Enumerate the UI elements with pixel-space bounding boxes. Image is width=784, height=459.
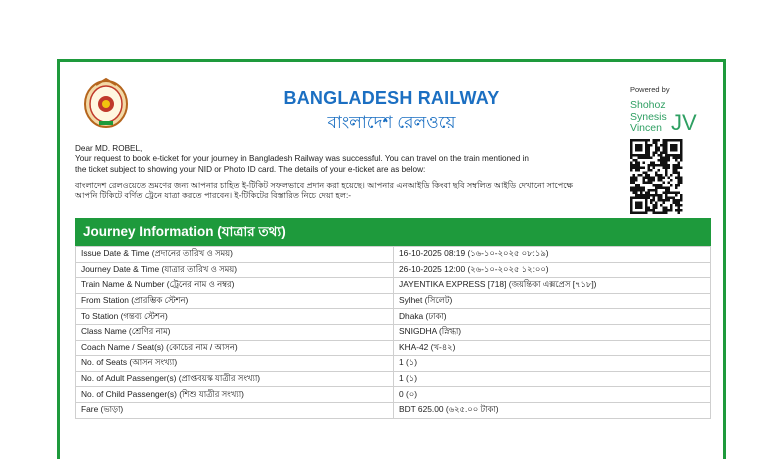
row-label: Coach Name / Seat(s) (কোচের নাম / আসন) [76, 340, 394, 356]
row-label: To Station (গন্তব্য স্টেশন) [76, 309, 394, 325]
table-row [76, 387, 711, 403]
table-row [76, 293, 711, 309]
journey-table [75, 246, 711, 419]
row-label: From Station (প্রারম্ভিক স্টেশন) [76, 293, 394, 309]
table-row [76, 324, 711, 340]
row-label: No. of Child Passenger(s) (শিশু যাত্রীর সংখ্যা) [76, 387, 394, 403]
table-row [76, 262, 711, 278]
row-value: 0 (০) [394, 387, 711, 403]
partner-name: Vincen [630, 122, 662, 134]
row-value: 1 (১) [394, 356, 711, 372]
page-title-bangla: বাংলাদেশ রেলওয়ে [327, 113, 456, 132]
row-value: JAYENTIKA EXPRESS [718] (জয়ন্তিকা এক্সপ্রেস [৭১৮]) [394, 278, 711, 294]
row-label: No. of Adult Passenger(s) (প্রাপ্তবয়স্ক যাত্রীর সংখ্যা) [76, 371, 394, 387]
row-value: Sylhet (সিলেট) [394, 293, 711, 309]
table-row [76, 371, 711, 387]
page-title: BANGLADESH RAILWAY [283, 88, 500, 108]
table-row [76, 356, 711, 372]
e-ticket [57, 59, 726, 459]
ticket-letter [75, 144, 627, 201]
letter-line: the ticket subject to showing your NID or Photo ID card. The details of your e-ticket are as below: [75, 164, 426, 174]
table-row [76, 309, 711, 325]
row-label: Fare (ভাড়া) [76, 402, 394, 418]
row-value: KHA-42 (খ-৪২) [394, 340, 711, 356]
row-label: Class Name (শ্রেণির নাম) [76, 324, 394, 340]
table-row [76, 402, 711, 418]
partner-brand [630, 100, 667, 135]
greeting: Dear MD. ROBEL, [75, 144, 143, 153]
letter-line: Your request to book e-ticket for your journey in Bangladesh Railway was successful. You can travel on the train mentioned in [75, 154, 529, 164]
section-heading: Journey Information (যাত্রার তথ্য) [75, 218, 711, 246]
powered-by-label: Powered by [630, 85, 670, 94]
partner-jv-label: JV [671, 110, 697, 135]
row-value: SNIGDHA (স্নিগ্ধা) [394, 324, 711, 340]
partner-name: Shohoz [630, 99, 666, 111]
letter-line-bangla: আপনি টিকিটে বর্ণিত ট্রেনে যাত্রা করতে পারবেন। ই-টিকিটের বিস্তারিত নিচে দেয়া হল:- [75, 191, 351, 201]
row-value: 1 (১) [394, 371, 711, 387]
row-value: 26-10-2025 12:00 (২৬-১০-২০২৫ ১২:০০) [394, 262, 711, 278]
row-value: BDT 625.00 (৬২৫.০০ টাকা) [394, 402, 711, 418]
row-label: Train Name & Number (ট্রেনের নাম ও নম্বর) [76, 278, 394, 294]
row-label: No. of Seats (আসন সংখ্যা) [76, 356, 394, 372]
table-row [76, 247, 711, 263]
table-row [76, 278, 711, 294]
row-value: 16-10-2025 08:19 (১৬-১০-২০২৫ ০৮:১৯) [394, 247, 711, 263]
journey-information [75, 218, 711, 419]
row-label: Issue Date & Time (প্রদানের তারিখ ও সময়) [76, 247, 394, 263]
letter-line-bangla: বাংলাদেশ রেলওয়েতে ভ্রমণের জন্য আপনার চাহিত ই-টিকিট সফলভাবে প্রদান করা হয়েছে। আপনার এনআইডি কিংবা ছবি সম্বলিত আইডি দেখানো সাপেক্ষে [75, 180, 574, 190]
row-value: Dhaka (ঢাকা) [394, 309, 711, 325]
qr-code-icon [629, 138, 683, 214]
row-label: Journey Date & Time (যাত্রার তারিখ ও সময়) [76, 262, 394, 278]
partner-name: Synesis [630, 110, 667, 123]
table-row [76, 340, 711, 356]
